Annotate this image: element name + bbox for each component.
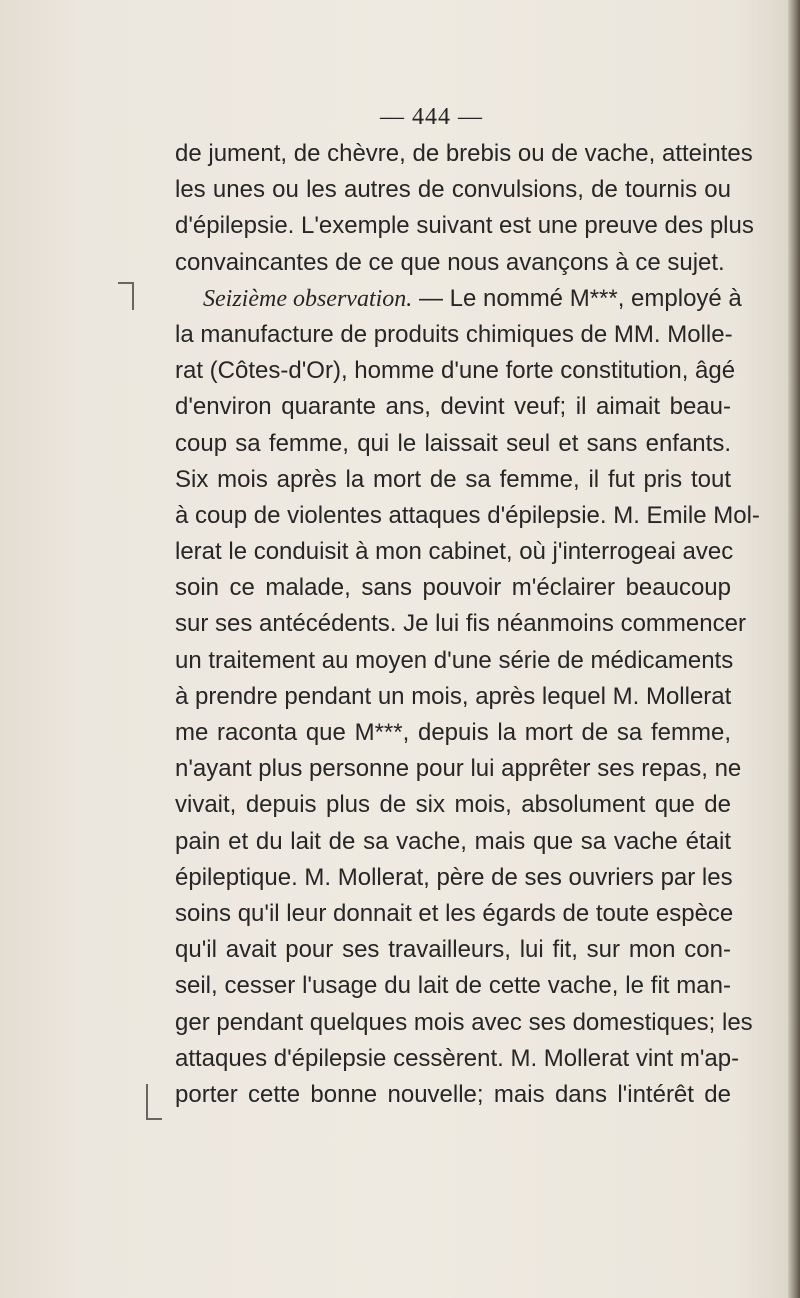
observation-heading-line [175, 281, 742, 317]
text-line: les unes ou les autres de convulsions, de tournis ou [175, 176, 731, 204]
text-line: à coup de violentes attaques d'épilepsie. M. Emile Mol- [175, 501, 760, 529]
text-line: me raconta que M***, depuis la mort de sa femme, [175, 719, 731, 746]
text-line: d'épilepsie. L'exemple suivant est une preuve des plus [175, 212, 754, 240]
margin-bracket-top [118, 282, 134, 310]
text-line: soins qu'il leur donnait et les égards de toute espèce [175, 899, 734, 927]
text-line: à prendre pendant un mois, après lequel M. Mollerat [175, 682, 732, 710]
text-line: coup sa femme, qui le laissait seul et sans enfants. [175, 429, 731, 457]
text-line: — Le nommé M***, employé à [418, 284, 742, 312]
text-line: seil, cesser l'usage du lait de cette vache, le fit man- [175, 972, 731, 1000]
text-line: qu'il avait pour ses travailleurs, lui fit, sur mon con- [175, 936, 731, 964]
text-line: pain et du lait de sa vache, mais que sa vache était [175, 827, 731, 855]
page-spine-shadow [788, 0, 800, 1298]
text-line: d'environ quarante ans, devint veuf; il aimait beau- [175, 393, 731, 421]
text-line: rat (Côtes-d'Or), homme d'une forte constitution, âgé [175, 357, 736, 385]
text-line: soin ce malade, sans pouvoir m'éclairer beaucoup [175, 574, 731, 602]
body-text [175, 136, 760, 1113]
text-line: Six mois après la mort de sa femme, il fut pris tout [175, 465, 731, 493]
text-line: épileptique. M. Mollerat, père de ses ouvriers par les [175, 863, 733, 891]
text-line: la manufacture de produits chimiques de MM. Molle- [175, 320, 733, 348]
margin-bracket-bottom [146, 1084, 162, 1120]
text-line: n'ayant plus personne pour lui apprêter ses repas, ne [175, 755, 742, 783]
text-line: ger pendant quelques mois avec ses domestiques; les [175, 1008, 753, 1036]
observation-heading: Seizième observation. [203, 285, 413, 312]
text-line: convaincantes de ce que nous avançons à ce sujet. [175, 248, 725, 276]
text-line: de jument, de chèvre, de brebis ou de vache, atteintes [175, 140, 753, 167]
text-line: attaques d'épilepsie cessèrent. M. Mollerat vint m'ap- [175, 1044, 740, 1072]
text-line: un traitement au moyen d'une série de médicaments [175, 646, 734, 674]
text-line: vivait, depuis plus de six mois, absolument que de [175, 791, 731, 819]
text-line: sur ses antécédents. Je lui fis néanmoins commencer [175, 610, 746, 638]
text-line: lerat le conduisit à mon cabinet, où j'interrogeai avec [175, 538, 734, 566]
text-line: porter cette bonne nouvelle; mais dans l'intérêt de [175, 1080, 731, 1108]
page-number: — 444 — [380, 104, 483, 130]
